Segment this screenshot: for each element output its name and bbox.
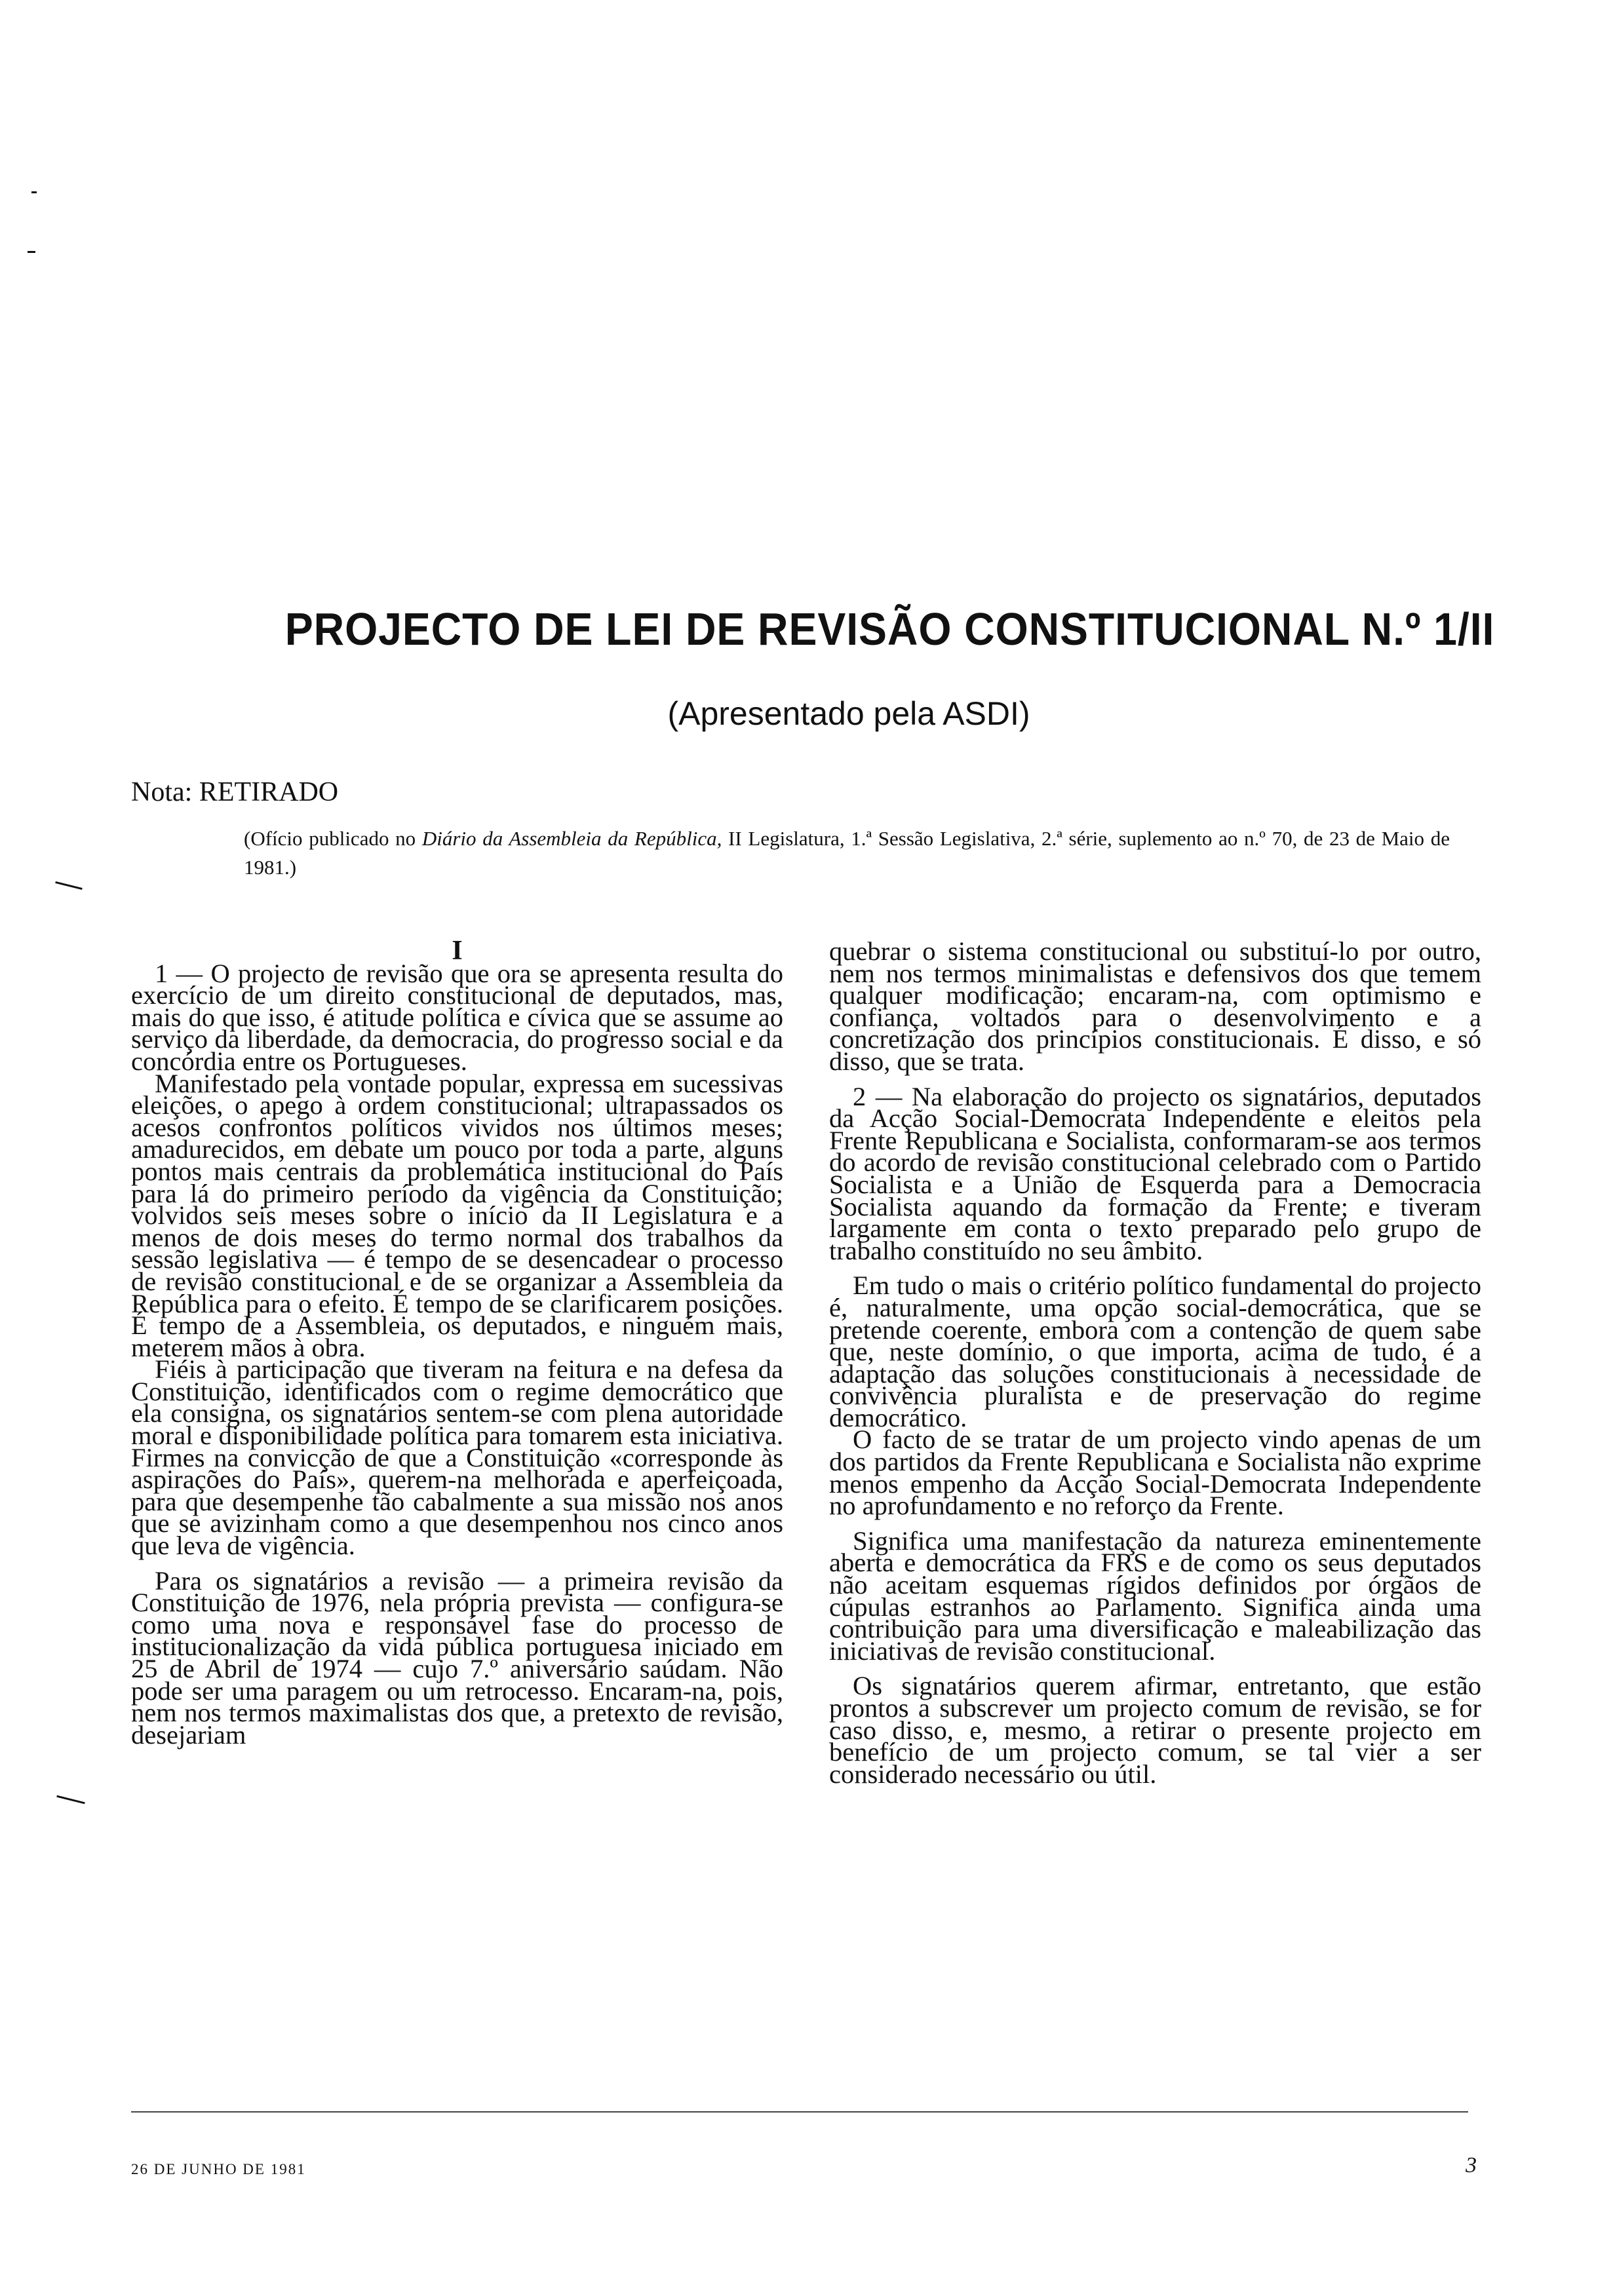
oficio-journal-name: Diário da Assembleia da República, bbox=[421, 827, 722, 850]
left-column bbox=[131, 936, 783, 1750]
paragraph: 1 — O projecto de revisão que ora se apresenta resulta do exercício de um direito constitucional de deputados, mas, mais do que isso, é atitude política e cívica que se assume ao serviço da liberdade, da democracia, do progresso social e da concórdia entre os Portugueses. bbox=[131, 958, 783, 1076]
oficio-text-post: II Legislatura, 1.ª Sessão Legislativa, 2.ª série, suplemento ao n.º 70, de 23 de Maio de 1981.) bbox=[244, 827, 1450, 879]
publication-reference bbox=[244, 824, 1450, 882]
oficio-text-pre: (Ofício publicado no bbox=[244, 827, 422, 850]
margin-mark bbox=[28, 251, 35, 253]
paragraph: quebrar o sistema constitucional ou substituí-lo por outro, nem nos termos minimalistas e defensivos dos que temem qualquer modificação; encaram-na, com optimismo e confiança, voltados para o desenvolvimento e a concretização dos princípios constitucionais. É disso, e só disso, que se trata. bbox=[829, 936, 1481, 1076]
section-number: I bbox=[452, 936, 463, 966]
paragraph: 2 — Na elaboração do projecto os signatários, deputados da Acção Social-Democrata Independente e eleitos pela Frente Republicana e Socialista, conformaram-se aos termos do acordo de revisão constitucional celebrado com o Partido Socialista e a União de Esquerda para a Democracia Socialista aquando da formação da Frente; e tiveram largamente em conta o texto preparado pelo grupo de trabalho constituído no seu âmbito. bbox=[829, 1081, 1481, 1265]
paragraph: Manifestado pela vontade popular, expressa em sucessivas eleições, o apego à ordem constitucional; ultrapassados os acesos confrontos políticos vividos nos últimos meses; amadurecidos, em debate um pouco por toda a parte, alguns pontos mais centrais da problemática institucional do País para lá do primeiro período da vigência da Constituição; volvidos seis meses sobre o início da II Legislatura e a menos de dois meses do termo normal dos trabalhos da sessão legislativa — é tempo de se desencadear o processo de revisão constitucional e de se organizar a Assembleia da República para o efeito. É tempo de se clarificarem posições. É tempo de a Assembleia, os deputados, e ninguém mais, meterem mãos à obra. bbox=[131, 1068, 783, 1362]
paragraph: Os signatários querem afirmar, entretanto, que estão prontos a subscrever um projecto comum de revisão, se for caso disso, e, mesmo, a retirar o presente projecto em benefício de um projecto comum, se tal vier a ser considerado necessário ou útil. bbox=[829, 1671, 1481, 1789]
right-column bbox=[829, 936, 1481, 1789]
page-number: 3 bbox=[1466, 2153, 1477, 2177]
footer-rule bbox=[131, 2111, 1468, 2113]
paragraph: Em tudo o mais o critério político fundamental do projecto é, naturalmente, uma opção social-democrática, que se pretende coerente, embora com a contenção de quem sabe que, neste domínio, o que importa, acima de tudo, é a adaptação das soluções constitucionais à necessidade de convivência pluralista e de preservação do regime democrático. bbox=[829, 1271, 1481, 1432]
document-subtitle: (Apresentado pela ASDI) bbox=[667, 695, 1030, 732]
margin-mark bbox=[31, 191, 37, 193]
margin-mark bbox=[55, 881, 82, 890]
paragraph: Para os signatários a revisão — a primeira revisão da Constituição de 1976, nela própria prevista — configura-se como uma nova e responsável fase do processo de institucionalização da vida pública portuguesa iniciado em 25 de Abril de 1974 — cujo 7.º aniversário saúdam. Não pode ser uma paragem ou um retrocesso. Encaram-na, pois, nem nos termos maximalistas dos que, a pretexto de revisão, desejariam bbox=[131, 1565, 783, 1750]
footer-date: 26 DE JUNHO DE 1981 bbox=[131, 2161, 306, 2177]
margin-mark bbox=[56, 1795, 85, 1805]
document-title: PROJECTO DE LEI DE REVISÃO CONSTITUCIONAL N.º 1/II bbox=[284, 603, 1495, 655]
paragraph: Fiéis à participação que tiveram na feitura e na defesa da Constituição, identificados com o regime democrático que ela consigna, os signatários sentem-se com plena autoridade moral e disponibilidade política para tomarem esta iniciativa. Firmes na convicção de que a Constituição «corresponde às aspirações do País», querem-na melhorada e aperfeiçoada, para que desempenhe tão cabalmente a sua missão nos anos que se avizinham como a que desempenhou nos cinco anos que leva de vigência. bbox=[131, 1354, 783, 1561]
status-note: Nota: RETIRADO bbox=[131, 777, 339, 807]
paragraph: Significa uma manifestação da natureza eminentemente aberta e democrática da FRS e de como os seus deputados não aceitam esquemas rígidos definidos por órgãos de cúpulas estranhos ao Parlamento. Significa ainda uma contribuição para uma diversificação e maleabilização das iniciativas de revisão constitucional. bbox=[829, 1525, 1481, 1666]
paragraph: O facto de se tratar de um projecto vindo apenas de um dos partidos da Frente Republicana e Socialista não exprime menos empenho da Acção Social-Democrata Independente no aprofundamento e no reforço da Frente. bbox=[829, 1425, 1481, 1521]
